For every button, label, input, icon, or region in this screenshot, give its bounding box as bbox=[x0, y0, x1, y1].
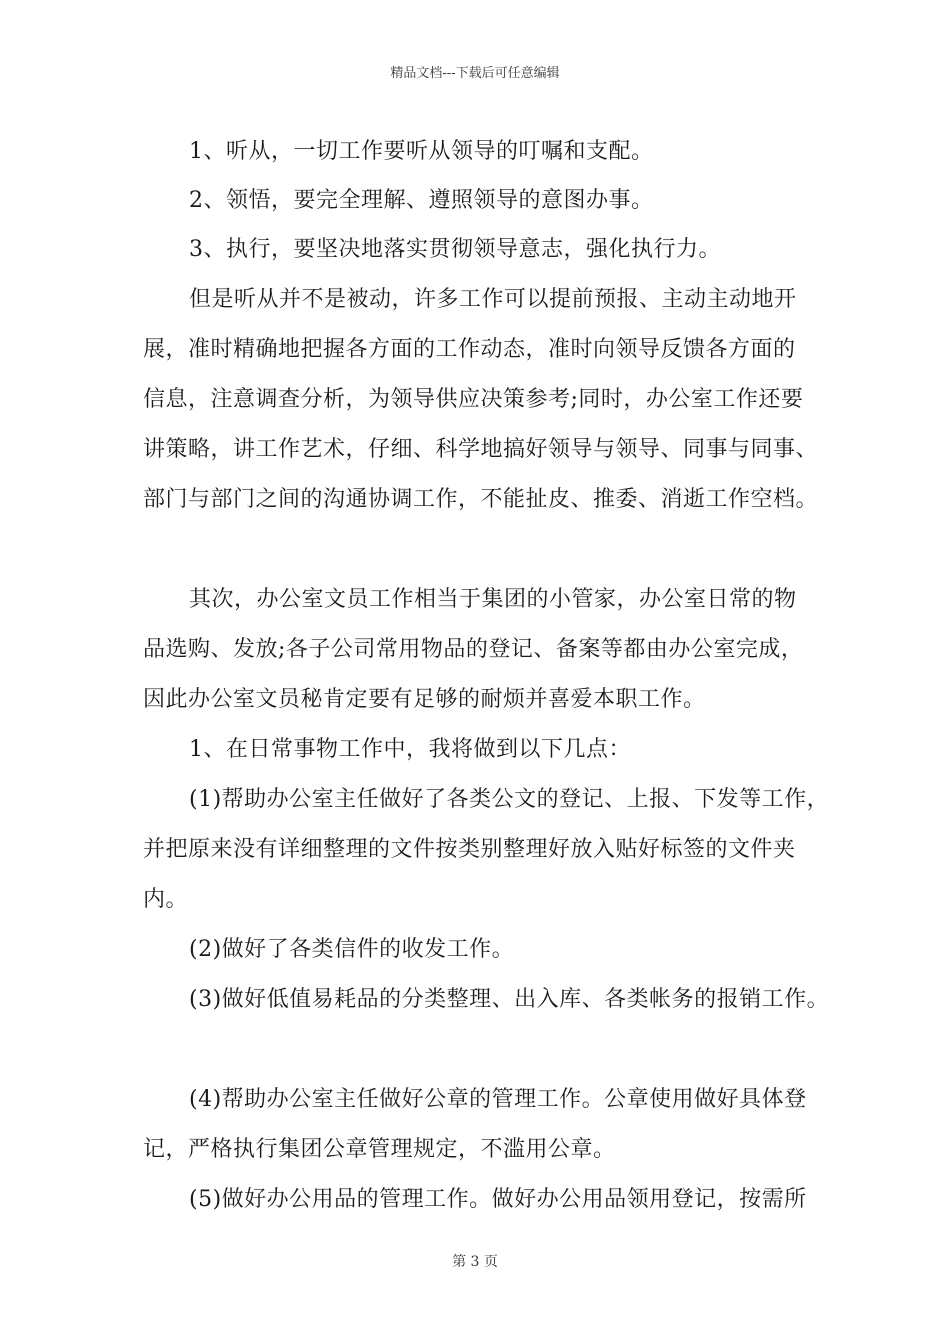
text-line: 展，准时精确地把握各方面的工作动态，准时向领导反馈各方面的 bbox=[143, 337, 796, 362]
text-line: 内。 bbox=[143, 887, 189, 912]
page-header: 精品文档---下载后可任意编辑 bbox=[390, 66, 560, 81]
text-line: 1、在日常事物工作中，我将做到以下几点： bbox=[189, 737, 631, 762]
page-number: 第 3 页 bbox=[452, 1254, 498, 1270]
text-line: 3、执行，要坚决地落实贯彻领导意志，强化执行力。 bbox=[189, 237, 721, 262]
text-line: 1、听从，一切工作要听从领导的叮嘱和支配。 bbox=[189, 139, 654, 164]
text-line: 部门与部门之间的沟通协调工作，不能扯皮、推委、消逝工作空档。 bbox=[143, 487, 819, 512]
text-line: 因此办公室文员秘肯定要有足够的耐烦并喜爱本职工作。 bbox=[143, 687, 706, 712]
text-line: (2)做好了各类信件的收发工作。 bbox=[189, 937, 515, 962]
text-line: (4)帮助办公室主任做好公章的管理工作。公章使用做好具体登 bbox=[189, 1087, 807, 1112]
text-line: 信息，注意调查分析，为领导供应决策参考;同时，办公室工作还要 bbox=[143, 387, 804, 412]
text-line: 其次，办公室文员工作相当于集团的小管家，办公室日常的物 bbox=[189, 587, 797, 612]
text-line: 并把原来没有详细整理的文件按类别整理好放入贴好标签的文件夹 bbox=[143, 837, 796, 862]
text-line: 2、领悟，要完全理解、遵照领导的意图办事。 bbox=[189, 188, 654, 213]
text-line: 记，严格执行集团公章管理规定，不滥用公章。 bbox=[143, 1137, 616, 1162]
text-line: (1)帮助办公室主任做好了各类公文的登记、上报、下发等工作， bbox=[189, 787, 830, 812]
text-line: (3)做好低值易耗品的分类整理、出入库、各类帐务的报销工作。 bbox=[189, 987, 830, 1012]
text-line: 但是听从并不是被动，许多工作可以提前预报、主动主动地开 bbox=[189, 287, 797, 312]
text-line: 讲策略，讲工作艺术，仔细、科学地搞好领导与领导、同事与同事、 bbox=[143, 437, 819, 462]
text-line: 品选购、发放;各子公司常用物品的登记、备案等都由办公室完成， bbox=[143, 637, 804, 662]
text-line: (5)做好办公用品的管理工作。做好办公用品领用登记，按需所 bbox=[189, 1187, 807, 1212]
